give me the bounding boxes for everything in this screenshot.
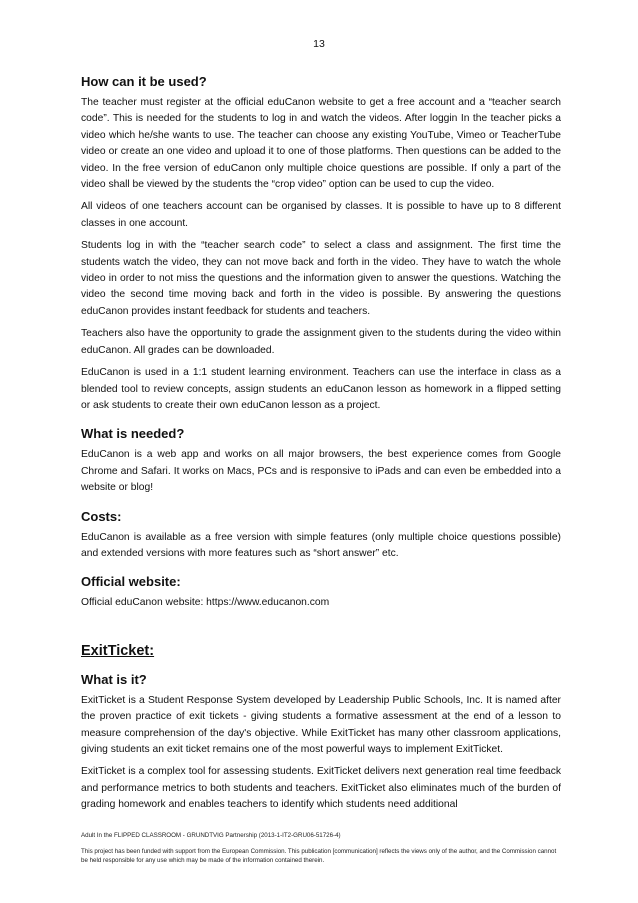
main-content xyxy=(81,74,561,820)
footer-disclaimer: This project has been funded with support from the European Commission. This publication [communication] reflects the views only of the author, and the Commission cannot be held responsible for any use which may be made of the information contained therein. xyxy=(81,848,557,864)
heading-official-website: Official website: xyxy=(81,574,181,590)
page-number: 13 xyxy=(313,38,325,50)
section-what-is-it xyxy=(81,672,561,814)
tool-title: ExitTicket: xyxy=(81,642,155,659)
section-official-website xyxy=(81,574,561,611)
paragraph: EduCanon is used in a 1:1 student learning environment. Teachers can use the interface in class as a blended tool to review concepts, assign students an eduCanon lesson as homework in a flipped setting or ask students to create their own eduCanon lesson as a project. xyxy=(81,367,561,411)
heading-costs: Costs: xyxy=(81,508,122,524)
paragraph: EduCanon is a web app and works on all major browsers, the best experience comes from Google Chrome and Safari. It works on Macs, PCs and is responsive to iPads and can even be embedded into a website or blog! xyxy=(81,449,561,494)
paragraph: The teacher must register at the official eduCanon website to get a free account and a “teacher search code”. This is needed for the students to log in and watch the videos. After loggin In the teacher picks a video which he/she wants to use. The teacher can choose any existing YouTube, Vimeo or TeacherTube video or create an one video and upload it to one of those platforms. Then questions can be added to the video. In the free version of eduCanon only multiple choice questions are possible. If only a part of the video shall be viewed by the students the “crop video” option can be used to cup the video. xyxy=(81,97,561,191)
paragraph: EduCanon is available as a free version with simple features (only multiple choice questions possible) and extended versions with more features such as “short answer” etc. xyxy=(81,531,561,559)
heading-what-is-needed: What is needed? xyxy=(81,426,185,442)
paragraph: ExitTicket is a Student Response System developed by Leadership Public Schools, Inc. It is named after the proven practice of exit tickets - giving students a formative assessment at the end of a lesson to measure comprehension of the day's objective. While ExitTicket has many other classroom applications, giving students an exit ticket remains one of the most powerful ways to implement ExitTicket. xyxy=(81,694,561,755)
section-what-needed xyxy=(81,426,561,496)
section-how-used xyxy=(81,74,561,414)
paragraph: All videos of one teachers account can be organised by classes. It is possible to have up to 8 different classes in one account. xyxy=(81,201,561,229)
heading-how-can-it-be-used: How can it be used? xyxy=(81,74,207,89)
footer xyxy=(81,831,561,865)
paragraph: Teachers also have the opportunity to grade the assignment given to the students during the video within eduCanon. All grades can be downloaded. xyxy=(81,328,561,356)
paragraph: Students log in with the “teacher search code” to select a class and assignment. The first time the students watch the video, they can not move back and forth in the video. They have to watch the whole video in order to not miss the questions and the information given to answer the questions. Watching the video the second time moving back and forth in the video is possible. By answering the questions eduCanon provides instant feedback for students and teachers. xyxy=(81,240,561,317)
paragraph: ExitTicket is a complex tool for assessing students. ExitTicket delivers next generation real time feedback and performance metrics to both students and teachers. ExitTicket also eliminates much of the burden of grading homework and enables teachers to identify which students need additional xyxy=(81,766,561,811)
section-exitticket xyxy=(81,642,561,814)
paragraph-website: Official eduCanon website: https://www.educanon.com xyxy=(81,597,330,609)
section-costs xyxy=(81,509,561,563)
footer-partnership: Adult In the FLIPPED CLASSROOM - GRUNDTVIG Partnership (2013-1-IT2-GRU06-51726-4) xyxy=(81,832,341,839)
heading-what-is-it: What is it? xyxy=(81,671,147,687)
